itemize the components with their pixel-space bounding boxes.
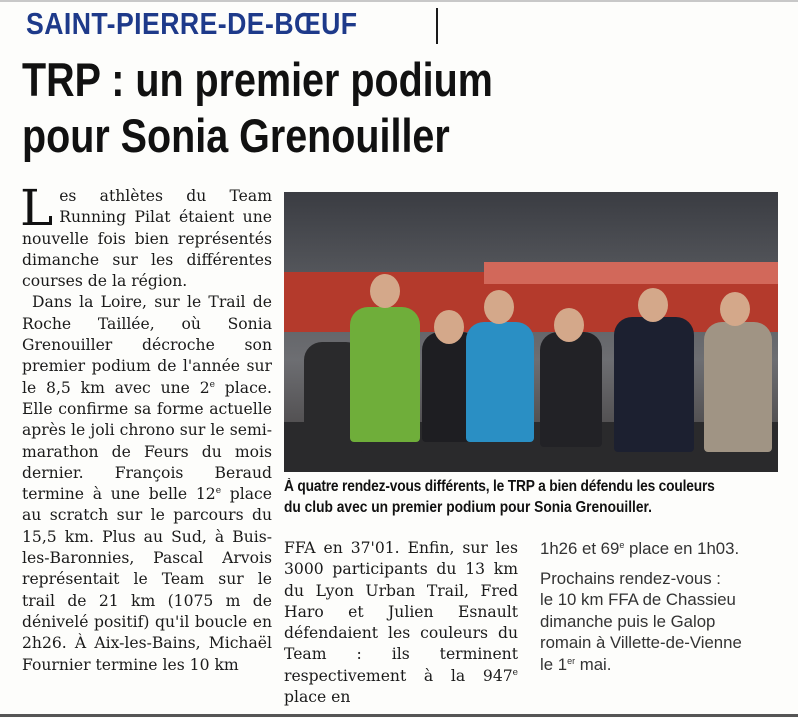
photo-head: [720, 292, 750, 326]
photo-head: [434, 310, 464, 344]
photo-caption: [284, 476, 729, 518]
photo-person: [350, 307, 420, 442]
top-rule: [0, 0, 798, 2]
upcoming-events: Prochains rendez-vous : le 10 km FFA de Chassieu dimanche puis le Galop romain à Villette-de-Vienne le 1er mai.: [540, 568, 742, 674]
article-column-2: [284, 538, 518, 708]
article-column-3: [540, 538, 790, 675]
paragraph-4: 1h26 et 69e place en 1h03.: [540, 539, 740, 558]
paragraph-2: Dans la Loire, sur le Trail de Roche Taillée, où Sonia Grenouiller décroche son premier podium de l'année sur le 8,5 km avec une 2e place. Elle confirme sa forme actuelle après le joli chrono sur le semi-marathon de Feurs du mois dernier. François Beraud termine à une belle 12e place au scratch sur le parcours du 15,5 km. Plus au Sud, à Buis-les-Baronnies, Pascal Arvois représentait le Team sur le trail de 21 km (1075 m de dénivelé positif) qu'il boucle en 2h26. À Aix-les-Bains, Michaël Fournier termine les 10 km: [22, 293, 272, 674]
photo-person: [614, 317, 694, 452]
photo-person: [704, 322, 772, 452]
photo-person: [540, 332, 602, 447]
caption-line-2: du club avec un premier podium pour Sonia Grenouiller.: [284, 499, 652, 516]
paragraph-1: Les athlètes du Team Running Pilat étaient une nouvelle fois bien représentés dimanche sur les différentes courses de la région.: [20, 179, 272, 291]
photo-head: [638, 288, 668, 322]
kicker-divider: [436, 8, 438, 44]
location-kicker: SAINT-PIERRE-DE-BŒUF: [26, 6, 358, 41]
podium-photo: [284, 192, 778, 472]
photo-head: [484, 290, 514, 324]
headline: [22, 52, 493, 164]
headline-line-2: pour Sonia Grenouiller: [22, 109, 450, 162]
photo-head: [554, 308, 584, 342]
caption-line-1: À quatre rendez-vous différents, le TRP a bien défendu les couleurs: [284, 478, 715, 495]
bottom-rule: [0, 714, 798, 717]
drop-cap: L: [20, 179, 54, 237]
photo-head: [370, 274, 400, 308]
photo-banner-highlight: [484, 262, 778, 284]
paragraph-3: FFA en 37'01. Enfin, sur les 3000 participants du 13 km du Lyon Urban Trail, Fred Haro et Julien Esnault défendaient les couleurs du Team : ils terminent respectivement à la 947e place en: [284, 539, 518, 707]
article-column-1: [20, 179, 272, 676]
photo-person: [466, 322, 534, 442]
headline-line-1: TRP : un premier podium: [22, 53, 493, 106]
